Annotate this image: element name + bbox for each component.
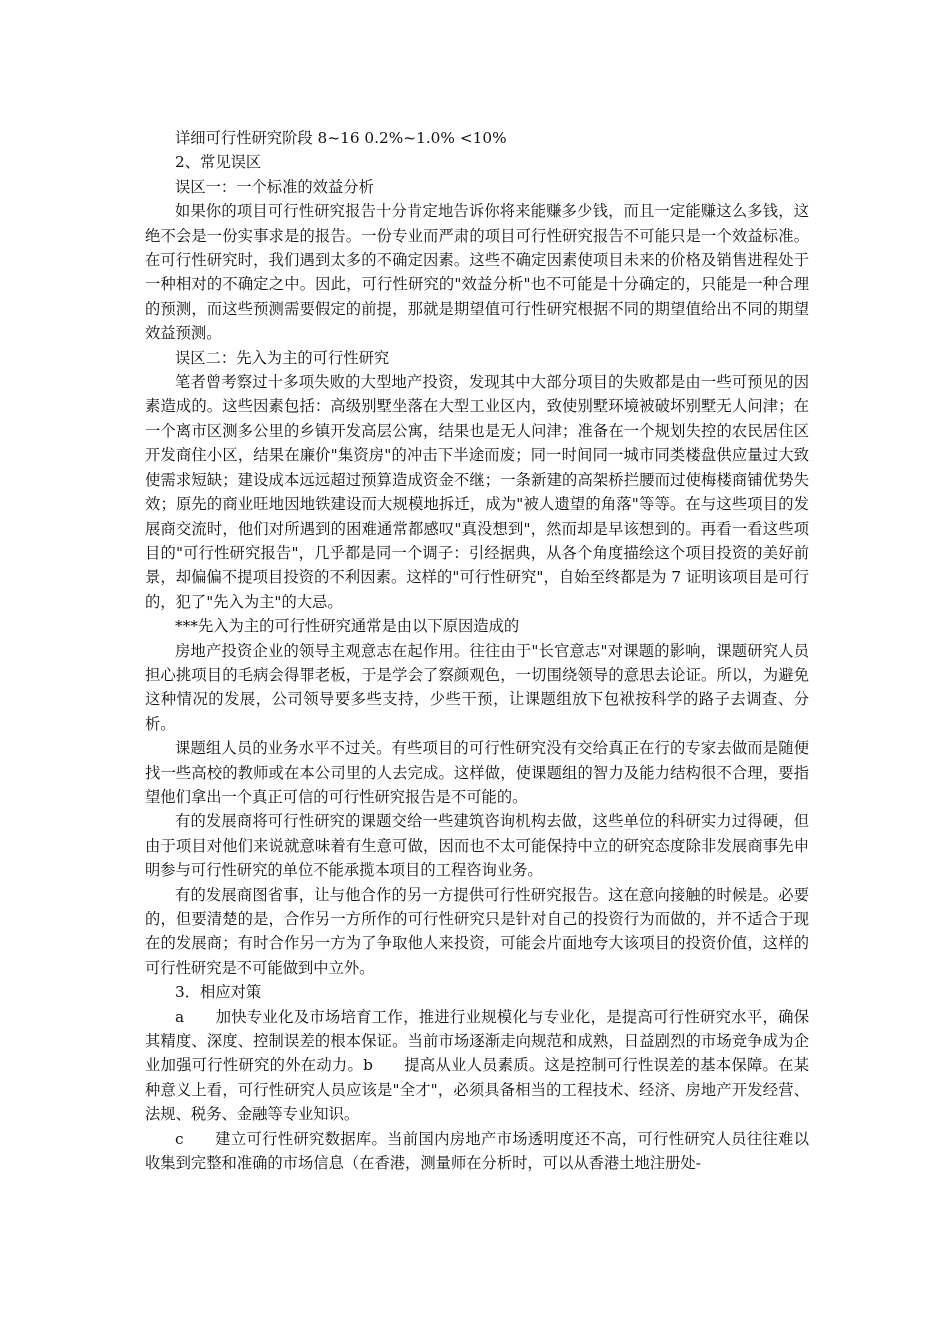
paragraph-cause-consulting-agencies: 有的发展商将可行性研究的课题交给一些建筑咨询机构去做，这些单位的科研实力过得硬，但由于项目对他们来说就意味着有生意可做，因而也不太可能保持中立的研究态度除非发展商事先申明参与可行性研究的单位不能承揽本项目的工程咨询业务。 xyxy=(145,812,809,880)
paragraph-mistake-one-body: 如果你的项目可行性研究报告十分肯定地告诉你将来能赚多少钱，而且一定能赚这么多钱，这绝不会是一份实事求是的报告。一份专业而严肃的项目可行性研究报告不可能只是一个效益标准。在可行性研究时，我们遇到太多的不确定因素。这些不确定因素使项目未来的价格及销售进程处于一种相对的不确定之中。因此，可行性研究的"效益分析"也不可能是十分确定的，只能是一种合理的预测，而这些预测需要假定的前提，那就是期望值可行性研究根据不同的期望值给出不同的期望效益预测。 xyxy=(145,202,809,343)
subheading-mistake-one: 误区一：一个标准的效益分析 xyxy=(175,177,374,196)
paragraph-countermeasure-c: c 建立可行性研究数据库。当前国内房地产市场透明度还不高，可行性研究人员往往难以收集到完整和准确的市场信息（在香港，测量师在分析时，可以从香港土地注册处- xyxy=(145,1129,809,1173)
paragraph-cause-partner-report: 有的发展商图省事，让与他合作的另一方提供可行性研究报告。这在意向接触的时候是。必要的，但要清楚的是，合作另一方所作的可行性研究只是针对自己的投资行为而做的，并不适合于现在的发展商；有时合作另一方为了争取他人来投资，可能会片面地夸大该项目的投资价值，这样的可行性研究是不可能做到中立外。 xyxy=(145,885,809,977)
paragraph-cause-skill-level: 课题组人员的业务水平不过关。有些项目的可行性研究没有交给真正在行的专家去做而是随便找一些高校的教师或在本公司里的人去完成。这样做，使课题组的智力及能力结构很不合理，要指望他们拿出一个真正可信的可行性研究报告是不可能的。 xyxy=(145,739,809,806)
subheading-causes: ***先入为主的可行性研究通常是由以下原因造成的 xyxy=(175,617,520,636)
subheading-mistake-two: 误区二：先入为主的可行性研究 xyxy=(175,348,390,367)
paragraph-research-stage-row: 详细可行性研究阶段 8~16 0.2%~1.0% <10% xyxy=(175,129,507,147)
paragraph-cause-leadership: 房地产投资企业的领导主观意志在起作用。往往由于"长官意志"对课题的影响，课题研究人员担心挑项目的毛病会得罪老板，于是学会了察颜观色，一切围绕领导的意思去论证。所以，为避免这种情况的发展，公司领导要多些支持，少些干预，让课题组放下包袱按科学的路子去调查、分析。 xyxy=(145,641,809,733)
document-page xyxy=(145,126,809,1175)
section-heading-countermeasures: 3．相应对策 xyxy=(175,983,262,1002)
paragraph-countermeasure-a-b: a 加快专业化及市场培育工作，推进行业规模化与专业化，是提高可行性研究水平，确保其精度、深度、控制误差的根本保证。当前市场逐渐走向规范和成熟，日益剧烈的市场竞争成为企业加强可行性研究的外在动力。b 提高从业人员素质。这是控制可行性误差的基本保障。在某种意义上看，可行性研究人员应该是"全才"，必须具备相当的工程技术、经济、房地产开发经营、法规、税务、金融等专业知识。 xyxy=(145,1007,809,1124)
section-heading-common-mistakes: 2、常见误区 xyxy=(175,153,262,172)
paragraph-mistake-two-body: 笔者曾考察过十多项失败的大型地产投资，发现其中大部分项目的失败都是由一些可预见的因素造成的。这些因素包括：高级别墅坐落在大型工业区内，致使别墅环境被破坏别墅无人问津；在一个离市区测多公里的乡镇开发高层公寓，结果也是无人问津；准备在一个规划失控的农民居住区开发商住小区，结果在廉价"集资房"的冲击下半途而废；同一时间同一城市同类楼盘供应量过大致使需求短缺；建设成本远远超过预算造成资金不继；一条新建的高架桥拦腰而过使梅楼商铺优势失效；原先的商业旺地因地铁建设而大规模地拆迁，成为"被人遗望的角落"等等。在与这些项目的发展商交流时，他们对所遇到的困难通常都感叹"真没想到"，然而却是早该想到的。再看一看这些项目的"可行性研究报告"，几乎都是同一个调子：引经据典，从各个角度描绘这个项目投资的美好前景，却偏偏不提项目投资的不利因素。这样的"可行性研究"，自始至终都是为 7 证明该项目是可行的，犯了"先入为主"的大忌。 xyxy=(145,373,809,611)
